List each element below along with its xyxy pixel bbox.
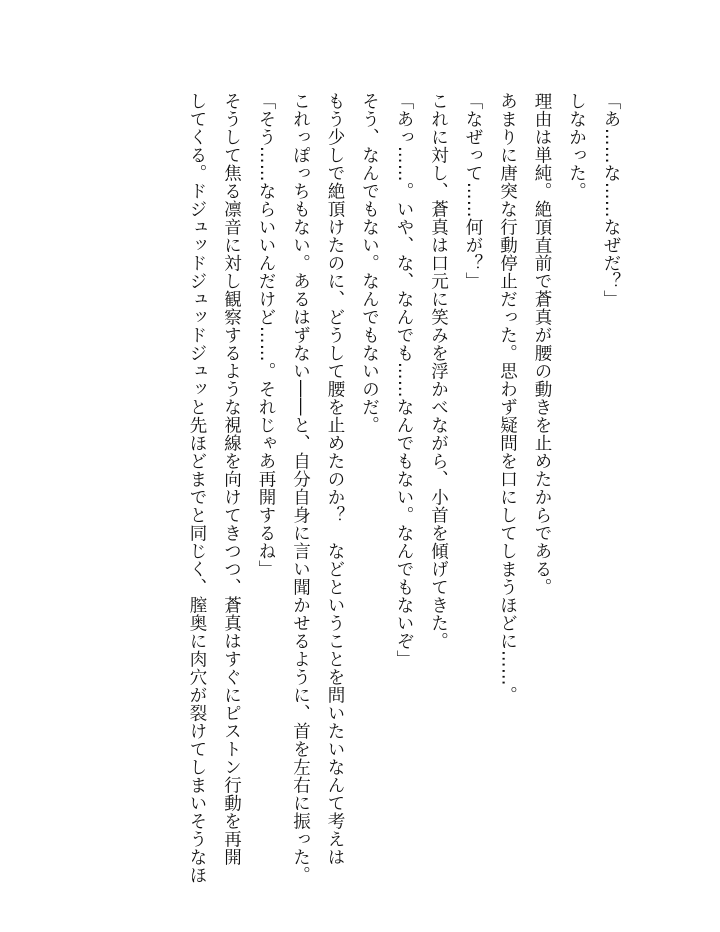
- text-line: もう少しで絶頂けたのに、どうして腰を止めたのか？ などということを問いたいなんて考えは: [325, 92, 345, 866]
- text-line: これっぽっちもない。あるはずない――と、自分自身に言い聞かせるように、首を左右に振った。: [290, 92, 311, 884]
- text-line: 「なぜって……何が？」: [463, 92, 483, 290]
- vertical-text-body: [180, 92, 629, 884]
- text-line: 理由は単純。絶頂直前で蒼真が腰の動きを止めたからである。: [532, 92, 552, 596]
- text-line: 「そう……ならいいんだけど……。それじゃあ再開するね」: [256, 92, 276, 578]
- text-line: 「あ……な……なぜだ？」: [601, 92, 621, 308]
- text-line: しなかった。: [566, 92, 587, 200]
- text-line: あまりに唐突な行動停止だった。思わず疑問を口にしてしまうほどに……。: [497, 92, 518, 704]
- text-line: 「あっ……。いや、な、なんでも……なんでもない。なんでもないぞ」: [394, 92, 414, 668]
- text-line: これに対し、蒼真は口元に笑みを浮かべながら、小首を傾げてきた。: [428, 92, 449, 650]
- text-line: そう、なんでもない。なんでもないのだ。: [359, 92, 380, 434]
- text-line: してくる。ドジュッドジュッドジュッと先ほどまでと同じく、膣奥に肉穴が裂けてしまいそうなほ: [187, 92, 207, 884]
- text-line: そうして焦る凛音に対し観察するような視線を向けてきつつ、蒼真はすぐにピストン行動を再開: [221, 92, 242, 866]
